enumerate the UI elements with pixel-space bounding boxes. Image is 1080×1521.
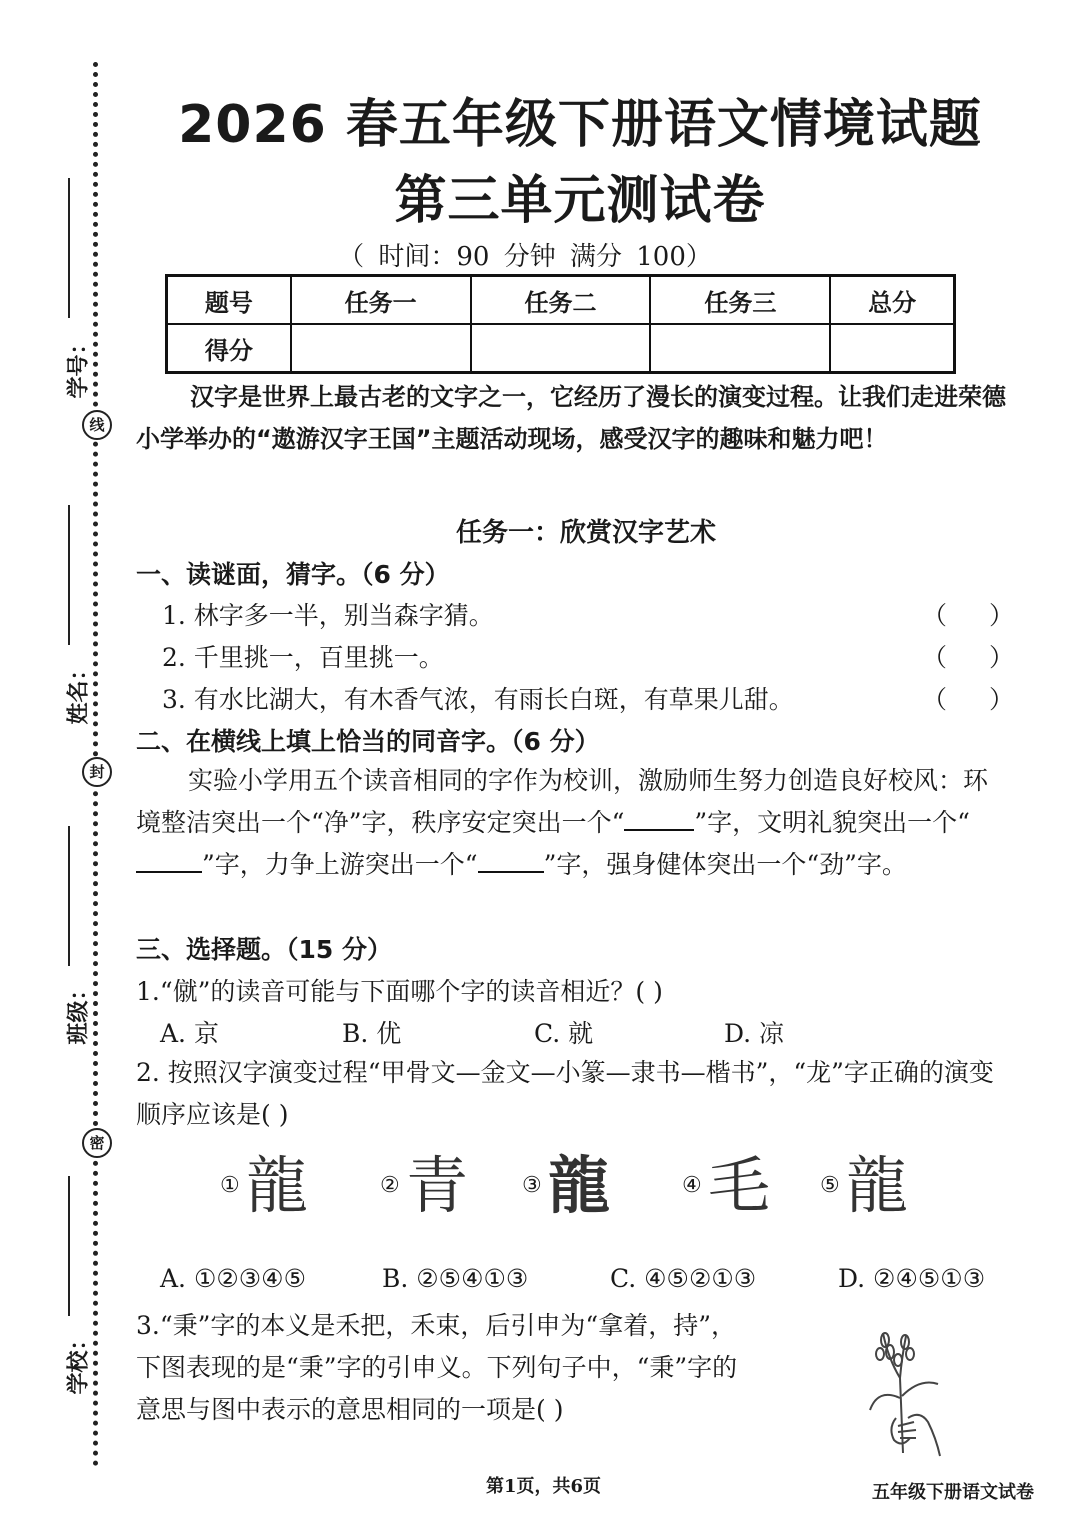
question-3-line: 下图表现的是“秉”字的引申义。下列句子中，“秉”字的 xyxy=(136,1353,738,1382)
task1-title: 任务一：欣赏汉字艺术 xyxy=(455,518,716,548)
q1-option-a[interactable]: A. 京 xyxy=(160,1019,219,1048)
q1-option-d[interactable]: D. 凉 xyxy=(724,1019,785,1048)
score-input-cell[interactable] xyxy=(650,324,830,373)
score-header-cell: 任务一 xyxy=(291,276,471,325)
score-table xyxy=(165,274,956,374)
page-subtitle: 第三单元测试卷 xyxy=(394,171,766,231)
page-number: 第1页，共6页 xyxy=(486,1476,602,1497)
score-input-cell[interactable] xyxy=(471,324,651,373)
blank-line[interactable] xyxy=(136,871,202,873)
intro-paragraph: 汉字是世界上最古老的文字之一，它经历了漫长的演变过程。让我们走进荣德小学举办的“遨游汉字王国”主题活动现场，感受汉字的趣味和魅力吧！ xyxy=(136,383,1006,453)
question-3-line: 意思与图中表示的意思相同的一项是( ) xyxy=(136,1395,564,1424)
q1-option-b[interactable]: B. 优 xyxy=(342,1019,402,1048)
score-header-cell: 任务二 xyxy=(471,276,651,325)
score-table-header-row xyxy=(167,276,955,325)
time-and-score-info: （ 时间：90 分钟 满分 100） xyxy=(338,242,712,272)
section2-paragraph xyxy=(136,760,1006,886)
section3-heading: 三、选择题。（15 分） xyxy=(136,935,392,964)
section2-text: ”字，力争上游突出一个“ xyxy=(202,850,478,879)
class-label: 班级： xyxy=(65,978,92,1045)
glyph-number: ④ xyxy=(682,1173,702,1198)
student-id-label: 学号： xyxy=(65,332,92,399)
seal-mark-feng: 封 xyxy=(82,757,112,787)
score-header-cell: 题号 xyxy=(167,276,291,325)
answer-paren[interactable]: （） xyxy=(922,601,1057,630)
q2-option-b[interactable]: B. ②⑤④①③ xyxy=(382,1264,529,1293)
dragon-char-image: 龍 xyxy=(846,1149,909,1222)
q1-option-c[interactable]: C. 就 xyxy=(534,1019,594,1048)
dragon-char-image: 毛 xyxy=(708,1149,771,1222)
seal-mark-xian: 线 xyxy=(82,410,112,440)
dragon-char-image: 青 xyxy=(406,1149,469,1222)
question-1: 1.“僦”的读音可能与下面哪个字的读音相近？( ) xyxy=(136,977,663,1006)
glyph-number: ① xyxy=(220,1173,240,1198)
q2-option-d[interactable]: D. ②④⑤①③ xyxy=(838,1264,986,1293)
riddle-item: 2. 千里挑一，百里挑一。 xyxy=(162,643,444,672)
seal-mark-mi: 密 xyxy=(82,1128,112,1158)
dragon-char-image: 龍 xyxy=(548,1149,611,1222)
glyph-number: ③ xyxy=(522,1173,542,1198)
page-title: 2026 春五年级下册语文情境试题 xyxy=(178,95,982,155)
glyph-number: ⑤ xyxy=(820,1173,840,1198)
school-label: 学校： xyxy=(65,1328,92,1395)
section1-heading: 一、读谜面，猜字。（6 分） xyxy=(136,560,450,589)
answer-paren[interactable]: （） xyxy=(922,643,1057,672)
score-input-cell[interactable] xyxy=(830,324,954,373)
dragon-char-image: 龍 xyxy=(246,1149,309,1222)
q2-option-c[interactable]: C. ④⑤②①③ xyxy=(610,1264,757,1293)
student-id-line[interactable] xyxy=(68,178,70,318)
school-line[interactable] xyxy=(68,1176,70,1316)
score-header-cell: 总分 xyxy=(830,276,954,325)
section2-text: ”字，强身健体突出一个“劲”字。 xyxy=(543,850,907,879)
riddle-item: 3. 有水比湖大，有木香气浓，有雨长白斑，有草果儿甜。 xyxy=(162,685,794,714)
question-2: 2. 按照汉字演变过程“甲骨文—金文—小篆—隶书—楷书”，“龙”字正确的演变顺序应该是( ) xyxy=(136,1058,994,1129)
glyph-number: ② xyxy=(380,1173,400,1198)
name-label: 姓名： xyxy=(65,658,92,725)
riddle-item: 1. 林字多一半，别当森字猜。 xyxy=(162,601,494,630)
score-table-score-row xyxy=(167,324,955,373)
name-line[interactable] xyxy=(68,505,70,645)
section2-heading: 二、在横线上填上恰当的同音字。（6 分） xyxy=(136,727,600,756)
section2-text: ”字，文明礼貌突出一个“ xyxy=(694,808,970,837)
footer-label: 五年级下册语文试卷 xyxy=(872,1482,1034,1503)
hand-holding-grain-image xyxy=(858,1318,958,1458)
score-row-label: 得分 xyxy=(167,324,291,373)
class-line[interactable] xyxy=(68,826,70,966)
question-3-line: 3.“秉”字的本义是禾把，禾束，后引申为“拿着，持”， xyxy=(136,1311,736,1340)
answer-paren[interactable]: （） xyxy=(922,685,1057,714)
blank-line[interactable] xyxy=(624,829,694,831)
score-input-cell[interactable] xyxy=(291,324,471,373)
q2-option-a[interactable]: A. ①②③④⑤ xyxy=(160,1264,307,1293)
blank-line[interactable] xyxy=(478,871,544,873)
section2-text: 实验小学用五个读音相同的字作为校训，激励师生努力创造良好校风：环境整洁突出一个“净”字，秩序安定突出一个“ xyxy=(136,766,989,837)
score-header-cell: 任务三 xyxy=(650,276,830,325)
